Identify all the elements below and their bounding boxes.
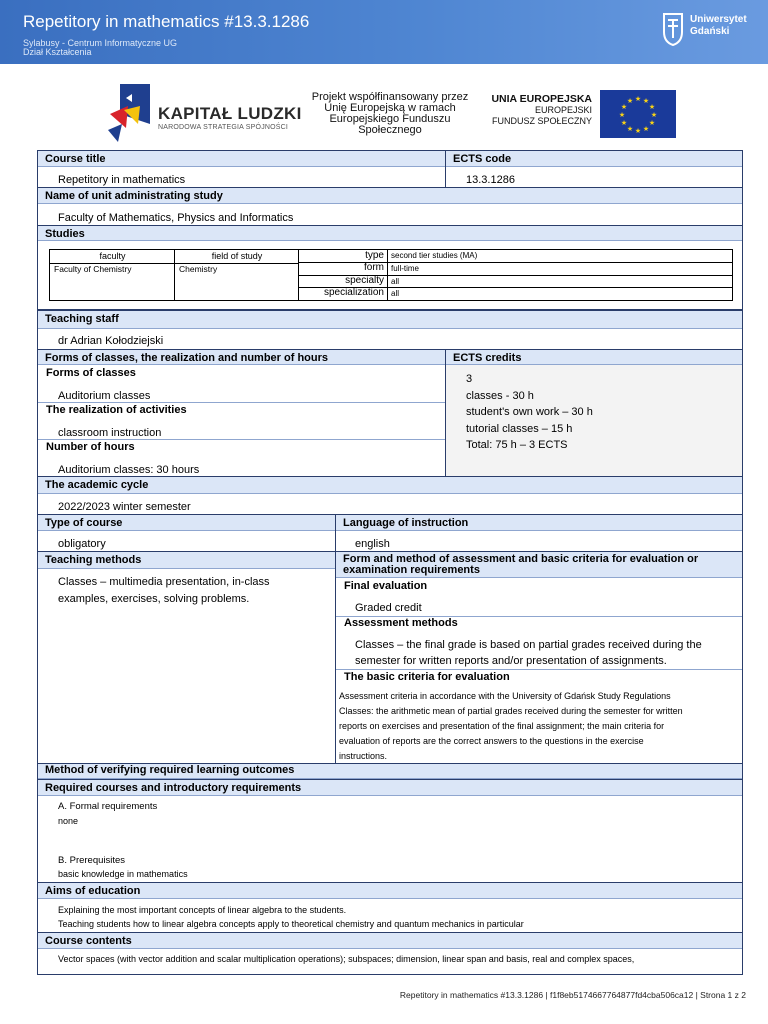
eu-text: UNIA EUROPEJSKA EUROPEJSKI FUNDUSZ SPOŁECZNY <box>491 93 592 126</box>
type-value: second tier studies (MA) <box>391 251 478 260</box>
aims-line2: Teaching students how to linear algebra concepts apply to theoretical chemistry and quantum mechanics in particular <box>58 919 524 929</box>
realization: classroom instruction <box>58 427 162 439</box>
teaching-methods-header: Teaching methods <box>38 552 335 569</box>
aims-line1: Explaining the most important concepts of linear algebra to the students. <box>58 905 347 915</box>
language-header: Language of instruction <box>335 514 742 531</box>
svg-text:★: ★ <box>642 97 650 105</box>
final-evaluation: Graded credit <box>355 602 422 614</box>
svg-text:★: ★ <box>634 127 642 135</box>
svg-text:★: ★ <box>620 103 628 111</box>
course-contents: Vector spaces (with vector addition and scalar multiplication operations); subspaces; dimension, linear span and basis, real and complex spaces, <box>58 954 635 964</box>
assessment-methods-header: Assessment methods <box>336 617 466 629</box>
aims-header: Aims of education <box>38 882 742 899</box>
studies-header: Studies <box>38 225 742 241</box>
academic-cycle: 2022/2023 winter semester <box>58 501 191 513</box>
teaching-staff: dr Adrian Kołodziejski <box>58 335 164 347</box>
academic-cycle-header: The academic cycle <box>38 477 742 494</box>
ects-line-tutorial: tutorial classes – 15 h <box>466 423 573 435</box>
svg-text:★: ★ <box>642 125 650 133</box>
course-title: Repetitory in mathematics <box>58 174 186 186</box>
ug-crest-icon <box>662 12 684 46</box>
course-contents-header: Course contents <box>38 932 742 949</box>
header-department: Dział Kształcenia <box>23 47 92 57</box>
ug-logo <box>662 12 747 46</box>
ects-line-total: Total: 75 h – 3 ECTS <box>466 439 568 451</box>
ug-name: Uniwersytet Gdański <box>690 14 747 37</box>
assessment-form-header: Form and method of assessment and basic criteria for evaluation or examination requirements <box>336 552 742 578</box>
basic-criteria-line1: Assessment criteria in accordance with the University of Gdańsk Study Regulations <box>339 691 671 701</box>
teaching-staff-header: Teaching staff <box>38 311 742 329</box>
formal-requirements: none <box>58 816 79 826</box>
svg-text:★: ★ <box>618 111 626 119</box>
page-footer: Repetitory in mathematics #13.3.1286 | f1f8eb5174667764877fd4cba506ca12 | Strona 1 z 2 <box>399 990 746 1000</box>
ects-credits: 3 <box>466 373 473 385</box>
number-of-hours: Auditorium classes: 30 hours <box>58 464 200 476</box>
svg-text:★: ★ <box>620 119 628 127</box>
faculty-value: Faculty of Chemistry <box>54 264 132 274</box>
specialty-label: specialty <box>345 275 384 286</box>
field-col-header: field of study <box>211 251 263 261</box>
basic-criteria-line3: reports on exercises and presentation of the final assignment; the main criteria for <box>339 721 665 731</box>
unit-name: Faculty of Mathematics, Physics and Informatics <box>58 212 294 224</box>
ects-code: 13.3.1286 <box>466 174 515 186</box>
svg-text:★: ★ <box>648 119 656 127</box>
final-evaluation-header: Final evaluation <box>336 580 435 592</box>
ects-line-own-work: student's own work – 30 h <box>466 406 593 418</box>
page-title: Repetitory in mathematics #13.3.1286 <box>23 12 310 31</box>
requirements-section <box>37 763 743 975</box>
svg-text:★: ★ <box>650 111 658 119</box>
specialization-value: all <box>391 289 400 298</box>
staff-forms-section <box>37 310 743 477</box>
specialty-value: all <box>391 277 400 286</box>
funding-logos <box>0 84 768 146</box>
page-header <box>0 0 768 64</box>
type-label: type <box>365 250 384 261</box>
field-value: Chemistry <box>179 264 218 274</box>
required-courses-header: Required courses and introductory requirements <box>38 779 742 796</box>
kapital-ludzki-icon <box>106 84 154 144</box>
forms-header: Forms of classes, the realization and number of hours <box>38 349 445 365</box>
ects-line-classes: classes - 30 h <box>466 390 534 402</box>
verify-outcomes-header: Method of verifying required learning outcomes <box>38 764 742 779</box>
forms-of-classes-header: Forms of classes <box>38 367 144 379</box>
basic-criteria-line2: Classes: the arithmetic mean of partial grades received during the semester for written <box>339 706 683 716</box>
svg-text:★: ★ <box>634 95 642 103</box>
project-cofinanced-text: Projekt współfinansowany przez Unię Europejską w ramach Europejskiego Funduszu Społecznego <box>311 91 469 136</box>
studies-table <box>49 249 733 301</box>
specialization-label: specialization <box>323 287 384 298</box>
header-subtitle: Sylabusy - Centrum Informatyczne UG <box>23 38 178 48</box>
ects-code-header: ECTS code <box>445 151 742 167</box>
teaching-methods-line2: examples, exercises, solving problems. <box>58 593 250 605</box>
basic-criteria-line5: instructions. <box>339 751 388 761</box>
cycle-methods-section <box>37 476 743 764</box>
formal-requirements-header: A. Formal requirements <box>58 801 158 812</box>
unit-header: Name of unit administrating study <box>38 187 742 204</box>
basic-criteria-header: The basic criteria for evaluation <box>336 671 518 683</box>
language: english <box>355 538 390 550</box>
teaching-methods-line1: Classes – multimedia presentation, in-class <box>58 576 270 588</box>
form-value: full-time <box>391 264 420 273</box>
eu-flag-icon <box>600 90 676 138</box>
svg-text:★: ★ <box>626 97 634 105</box>
ects-credits-header: ECTS credits <box>445 349 742 365</box>
type-of-course-header: Type of course <box>38 514 335 531</box>
faculty-col-header: faculty <box>99 251 126 261</box>
basic-criteria-line4: evaluation of reports are the correct answers to the questions in the exercise <box>339 736 644 746</box>
type-of-course: obligatory <box>58 538 106 550</box>
course-title-header: Course title <box>38 151 445 167</box>
form-label: form <box>364 262 384 273</box>
assessment-methods-line2: semester for written reports and/or presentation of assignments. <box>355 655 667 667</box>
forms-of-classes: Auditorium classes <box>58 390 151 402</box>
kapital-ludzki-logo: KAPITAŁ LUDZKI NARODOWA STRATEGIA SPÓJNOŚCI <box>106 84 154 149</box>
assessment-methods-line1: Classes – the final grade is based on partial grades received during the <box>355 639 702 651</box>
prerequisites-header: B. Prerequisites <box>58 855 126 866</box>
number-of-hours-header: Number of hours <box>38 441 143 453</box>
realization-header: The realization of activities <box>38 404 195 416</box>
prerequisites: basic knowledge in mathematics <box>58 869 188 879</box>
svg-text:★: ★ <box>648 103 656 111</box>
svg-text:★: ★ <box>626 125 634 133</box>
